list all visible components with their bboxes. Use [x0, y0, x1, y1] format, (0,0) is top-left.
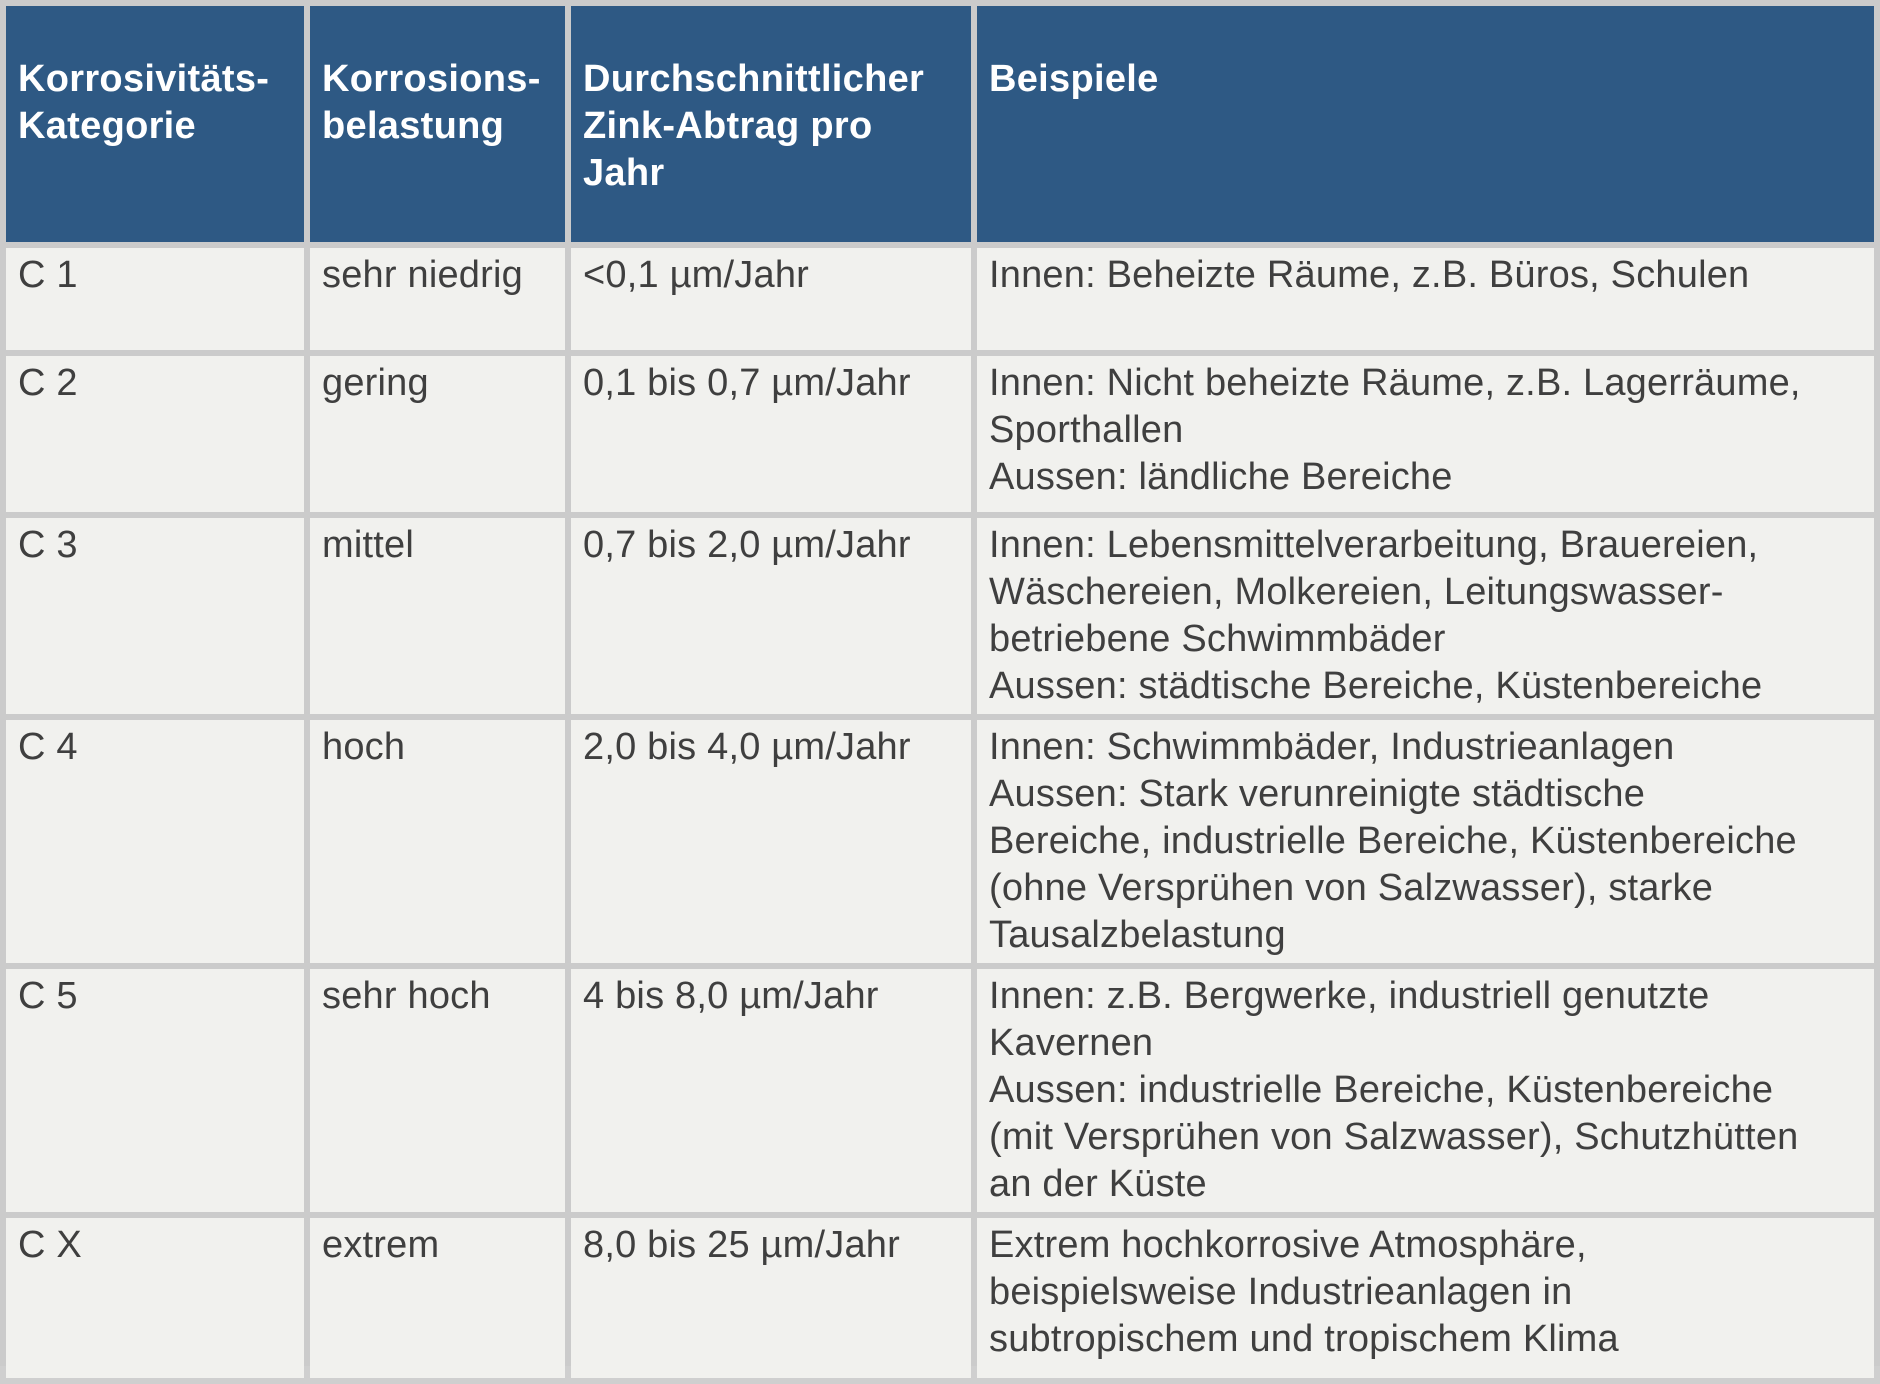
cell-category: C 4: [6, 720, 304, 963]
cell-load: extrem: [310, 1218, 565, 1378]
header-zinc: Durchschnittlicher Zink-Abtrag pro Jahr: [571, 6, 971, 242]
header-category: Korrosivitäts- Kategorie: [6, 6, 304, 242]
table-row: [6, 356, 1874, 512]
cell-zinc: 2,0 bis 4,0 µm/Jahr: [571, 720, 971, 963]
header-examples: Beispiele: [977, 6, 1874, 242]
cell-examples: Innen: z.B. Bergwerke, industriell genutzte Kavernen Aussen: industrielle Bereiche, Küstenbereiche (mit Versprühen von Salzwasser), Schutzhütten an der Küste: [977, 969, 1874, 1212]
cell-examples: Innen: Nicht beheizte Räume, z.B. Lagerräume, Sporthallen Aussen: ländliche Bereiche: [977, 356, 1874, 512]
cell-zinc: 0,1 bis 0,7 µm/Jahr: [571, 356, 971, 512]
cell-category: C 2: [6, 356, 304, 512]
table-row: [6, 969, 1874, 1212]
cell-zinc: 0,7 bis 2,0 µm/Jahr: [571, 518, 971, 714]
cell-examples: Extrem hochkorrosive Atmosphäre, beispielsweise Industrieanlagen in subtropischem und tropischem Klima: [977, 1218, 1874, 1378]
table-header-row: [6, 6, 1874, 242]
cell-zinc: 4 bis 8,0 µm/Jahr: [571, 969, 971, 1212]
cell-zinc: <0,1 µm/Jahr: [571, 248, 971, 350]
cell-load: sehr hoch: [310, 969, 565, 1212]
cell-load: hoch: [310, 720, 565, 963]
cell-examples: Innen: Beheizte Räume, z.B. Büros, Schulen: [977, 248, 1874, 350]
cell-examples: Innen: Schwimmbäder, Industrieanlagen Aussen: Stark verunreinigte städtische Bereiche, industrielle Bereiche, Küstenbereiche (ohne Versprühen von Salzwasser), starke Tausalzbelastung: [977, 720, 1874, 963]
cell-category: C 5: [6, 969, 304, 1212]
table-row: [6, 248, 1874, 350]
cell-category: C 1: [6, 248, 304, 350]
table-row: [6, 1218, 1874, 1378]
cell-category: C 3: [6, 518, 304, 714]
table-row: [6, 518, 1874, 714]
table-row: [6, 720, 1874, 963]
cell-load: gering: [310, 356, 565, 512]
cell-load: sehr niedrig: [310, 248, 565, 350]
cell-category: C X: [6, 1218, 304, 1378]
cell-load: mittel: [310, 518, 565, 714]
header-load: Korrosions- belastung: [310, 6, 565, 242]
cell-examples: Innen: Lebensmittelverarbeitung, Brauereien, Wäschereien, Molkereien, Leitungswasser- betriebene Schwimmbäder Aussen: städtische Bereiche, Küstenbereiche: [977, 518, 1874, 714]
cell-zinc: 8,0 bis 25 µm/Jahr: [571, 1218, 971, 1378]
